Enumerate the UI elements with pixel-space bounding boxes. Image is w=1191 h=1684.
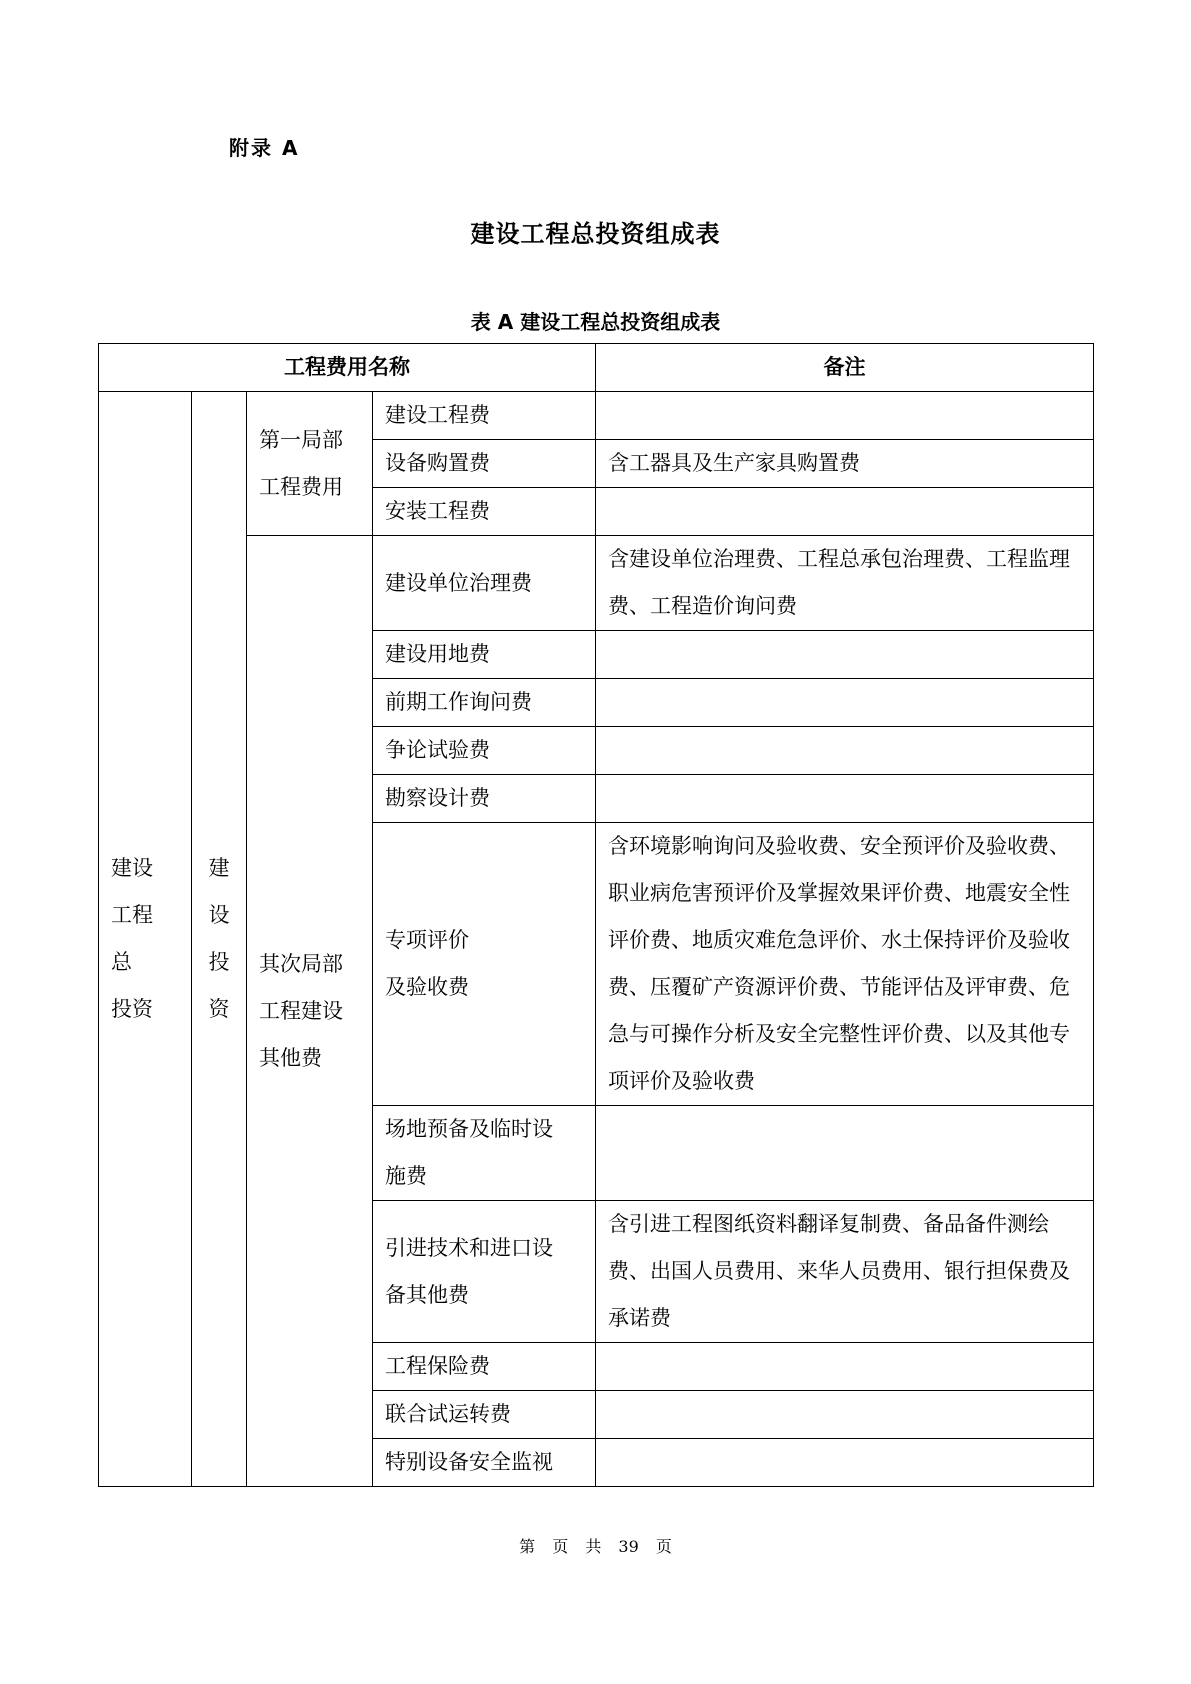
item-name: 特别设备安全监视: [373, 1439, 596, 1487]
table-caption: 表 A 建设工程总投资组成表: [470, 310, 721, 334]
item-name: [373, 823, 596, 1106]
table-header-row: [99, 344, 1094, 392]
group-line: 工程建设: [259, 998, 343, 1023]
item-note: 含引进工程图纸资料翻译复制费、备品备件测绘费、出国人员费用、来华人员费用、银行担保费及承诺费: [596, 1201, 1094, 1343]
item-note: [596, 679, 1094, 727]
group-line: 工程费用: [259, 474, 343, 499]
item-name: 设备购置费: [373, 440, 596, 488]
item-note: [596, 1106, 1094, 1201]
item-name-line: 专项评价: [385, 928, 469, 952]
item-note: [596, 727, 1094, 775]
header-cost-name: 工程费用名称: [99, 344, 596, 392]
item-name-line: 施费: [385, 1164, 427, 1188]
table-row: [99, 392, 1094, 440]
investment-composition-table: [98, 343, 1094, 1487]
appendix-label: 附录 A: [229, 136, 300, 160]
item-note: [596, 392, 1094, 440]
group-part-one: [247, 392, 373, 536]
item-name-line: 及验收费: [385, 975, 469, 999]
header-note: 备注: [596, 344, 1094, 392]
category-construction-investment: [192, 392, 247, 1487]
page-footer: 第 页 共 39 页: [519, 1537, 672, 1556]
item-name: 争论试验费: [373, 727, 596, 775]
item-name: 建设单位治理费: [373, 536, 596, 631]
item-note: [596, 1439, 1094, 1487]
item-name-line: 场地预备及临时设: [385, 1117, 553, 1141]
category-line: 总: [111, 950, 132, 974]
item-note: 含建设单位治理费、工程总承包治理费、工程监理费、工程造价询问费: [596, 536, 1094, 631]
category-line: 建设: [111, 856, 153, 880]
item-name: 工程保险费: [373, 1343, 596, 1391]
item-note: [596, 1343, 1094, 1391]
item-note: 含工器具及生产家具购置费: [596, 440, 1094, 488]
category-line: 工程: [111, 903, 153, 927]
item-note: 含环境影响询问及验收费、安全预评价及验收费、职业病危害预评价及掌握效果评价费、地震安全性评价费、地质灾难危急评价、水土保持评价及验收费、压覆矿产资源评价费、节能评估及评审费、危急与可操作分析及安全完整性评价费、以及其他专项评价及验收费: [596, 823, 1094, 1106]
category-line: 设: [208, 903, 230, 927]
item-name: 安装工程费: [373, 488, 596, 536]
group-line: 第一局部: [259, 427, 343, 452]
item-name: 勘察设计费: [373, 775, 596, 823]
item-name: 建设用地费: [373, 631, 596, 679]
item-name: [373, 1106, 596, 1201]
item-name-line: 引进技术和进口设: [385, 1235, 553, 1260]
item-note: [596, 1391, 1094, 1439]
item-name: 建设工程费: [373, 392, 596, 440]
item-note: [596, 775, 1094, 823]
category-line: 投资: [111, 997, 153, 1021]
item-name: [373, 1201, 596, 1343]
group-part-two: [247, 536, 373, 1487]
group-line: 其他费: [259, 1045, 322, 1070]
item-name: 前期工作询问费: [373, 679, 596, 727]
category-line: 资: [208, 997, 230, 1021]
category-line: 投: [208, 950, 230, 974]
item-note: [596, 631, 1094, 679]
item-note: [596, 488, 1094, 536]
category-total-investment: [99, 392, 192, 1487]
item-name-line: 备其他费: [385, 1282, 469, 1307]
group-line: 其次局部: [259, 951, 343, 976]
table-row: [99, 536, 1094, 631]
category-line: 建: [208, 856, 230, 880]
item-name: 联合试运转费: [373, 1391, 596, 1439]
document-title: 建设工程总投资组成表: [470, 220, 721, 248]
